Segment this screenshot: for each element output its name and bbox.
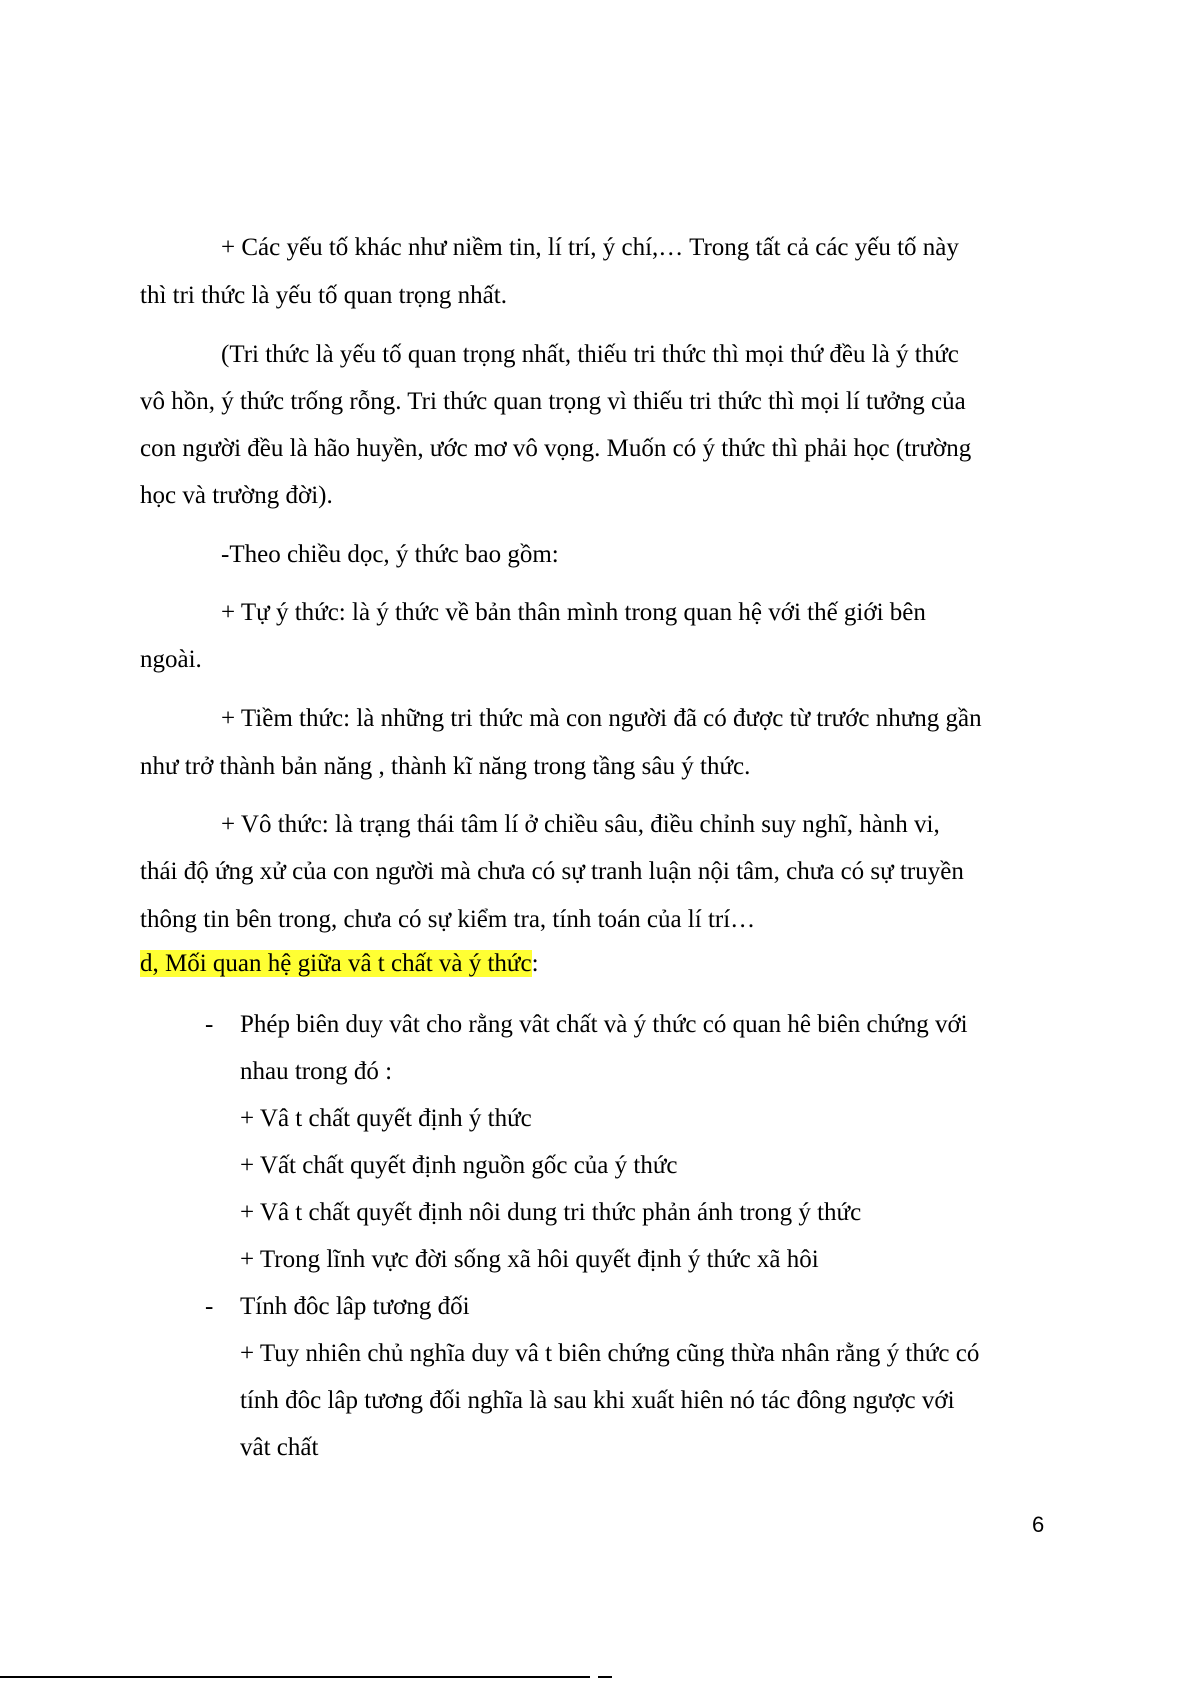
paragraph-line: + Tiềm thức: là những tri thức mà con người đã có được từ trước nhưng gần [221, 705, 982, 732]
section-heading [140, 949, 539, 979]
paragraph-line: thái độ ứng xử của con người mà chưa có sự tranh luận nội tâm, chưa có sự truyền [140, 858, 964, 885]
page-number: 6 [1032, 1512, 1045, 1537]
paragraph-line: + Vô thức: là trạng thái tâm lí ở chiều sâu, điều chỉnh suy nghĩ, hành vi, [221, 811, 940, 838]
bottom-rule [598, 1676, 612, 1678]
list-item-line: Tính đôc lâp tương đối [240, 1293, 470, 1320]
list-item-line: nhau trong đó : [240, 1058, 393, 1085]
list-item-line: + Vất chất quyết định nguồn gốc của ý thức [240, 1152, 678, 1179]
paragraph-line: con người đều là hão huyền, ước mơ vô vọng. Muốn có ý thức thì phải học (trường [140, 435, 972, 462]
list-item-line: tính đôc lâp tương đối nghĩa là sau khi xuất hiên nó tác đông ngược với [240, 1387, 955, 1414]
paragraph-line: ngoài. [140, 646, 202, 673]
paragraph-line: thông tin bên trong, chưa có sự kiểm tra, tính toán của lí trí… [140, 906, 756, 933]
paragraph-line: thì tri thức là yếu tố quan trọng nhất. [140, 282, 507, 309]
heading-colon: : [531, 950, 539, 977]
bottom-rule [0, 1676, 590, 1678]
highlighted-heading-text: d, Mối quan hệ giữa vâ t chất và ý thức [140, 950, 532, 977]
paragraph-line: vô hồn, ý thức trống rỗng. Tri thức quan trọng vì thiếu tri thức thì mọi lí tưởng của [140, 388, 966, 415]
list-item-line: + Vâ t chất quyết định nôi dung tri thức phản ánh trong ý thức [240, 1199, 862, 1226]
list-item-line: Phép biên duy vât cho rằng vât chất và ý thức có quan hê biên chứng với [240, 1011, 968, 1038]
paragraph-line: + Tự ý thức: là ý thức về bản thân mình trong quan hệ với thế giới bên [221, 599, 926, 626]
list-item-line: + Trong lĩnh vực đời sống xã hôi quyết định ý thức xã hôi [240, 1246, 819, 1273]
paragraph-line: + Các yếu tố khác như niềm tin, lí trí, ý chí,… Trong tất cả các yếu tố này [221, 234, 959, 261]
list-item-line: + Tuy nhiên chủ nghĩa duy vâ t biên chứng cũng thừa nhân rằng ý thức có [240, 1340, 980, 1367]
list-item-line: vât chất [240, 1434, 319, 1461]
paragraph-line: (Tri thức là yếu tố quan trọng nhất, thiếu tri thức thì mọi thứ đều là ý thức [221, 341, 959, 368]
paragraph-line: học và trường đời). [140, 482, 333, 509]
list-bullet-dash: - [205, 1011, 214, 1038]
paragraph-line: như trở thành bản năng , thành kĩ năng trong tầng sâu ý thức. [140, 753, 751, 780]
paragraph-line: -Theo chiều dọc, ý thức bao gồm: [221, 541, 559, 568]
list-bullet-dash: - [205, 1293, 214, 1320]
list-item-line: + Vâ t chất quyết định ý thức [240, 1105, 532, 1132]
